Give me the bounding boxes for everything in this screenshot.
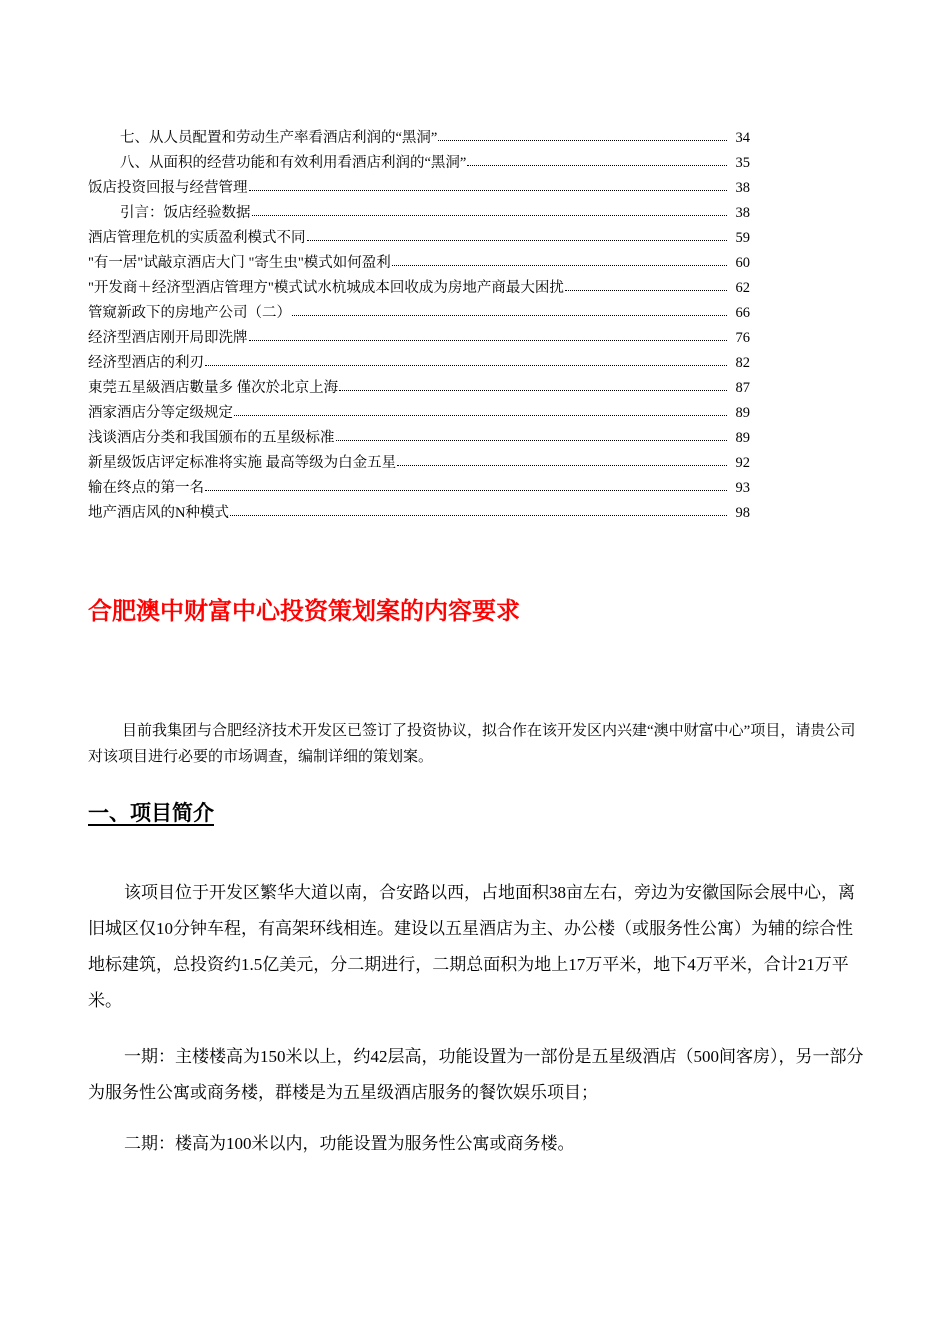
document-title: 合肥澳中财富中心投资策划案的内容要求 <box>88 599 520 625</box>
toc-leader-dots <box>397 464 727 466</box>
toc-entry[interactable] <box>88 301 750 326</box>
phase-one-paragraph: 一期：主楼楼高为150米以上，约42层高，功能设置为一部份是五星级酒店（500间客房），另一部分为服务性公寓或商务楼，群楼是为五星级酒店服务的餐饮娱乐项目； <box>88 1047 864 1102</box>
toc-leader-dots <box>252 214 728 216</box>
project-overview-paragraph: 该项目位于开发区繁华大道以南，合安路以西，占地面积38亩左右，旁边为安徽国际会展中心，离旧城区仅10分钟车程，有高架环线相连。建设以五星酒店为主、办公楼（或服务性公寓）为辅的综合性地标建筑，总投资约1.5亿美元，分二期进行，二期总面积为地上17万平米，地下4万平米，合计21万平米。 <box>88 883 855 1010</box>
toc-entry-title: 八、从面积的经营功能和有效利用看酒店利润的“黑洞” <box>120 155 467 171</box>
toc-entry-title: 酒店管理危机的实质盈利模式不同 <box>88 230 306 246</box>
toc-entry-title: 地产酒店风的N种模式 <box>88 505 229 521</box>
toc-leader-dots <box>230 514 727 516</box>
toc-entry-page: 87 <box>735 380 750 396</box>
toc-entry[interactable] <box>88 501 750 526</box>
toc-leader-dots <box>234 414 727 416</box>
toc-leader-dots <box>307 239 728 241</box>
toc-entry-title: 新星级饭店评定标准将实施 最高等级为白金五星 <box>88 455 397 471</box>
toc-entry[interactable] <box>88 451 750 476</box>
toc-leader-dots <box>249 339 728 341</box>
toc-entry-page: 62 <box>735 280 750 296</box>
toc-entry-title: 浅谈酒店分类和我国颁布的五星级标准 <box>88 430 335 446</box>
toc-entry[interactable] <box>88 126 750 151</box>
toc-entry-page: 59 <box>735 230 750 246</box>
toc-entry[interactable] <box>88 376 750 401</box>
toc-entry-title: 经济型酒店刚开局即洗牌 <box>88 330 248 346</box>
toc-entry-title: 酒家酒店分等定级规定 <box>88 405 233 421</box>
toc-leader-dots <box>336 439 728 441</box>
toc-entry-title: 管窥新政下的房地产公司（二） <box>88 305 291 321</box>
toc-entry[interactable] <box>88 151 750 176</box>
toc-entry[interactable] <box>88 426 750 451</box>
toc-entry-page: 38 <box>735 205 750 221</box>
toc-entry[interactable] <box>88 176 750 201</box>
toc-entry-page: 38 <box>735 180 750 196</box>
toc-entry[interactable] <box>88 401 750 426</box>
toc-entry[interactable] <box>88 226 750 251</box>
table-of-contents <box>88 126 750 526</box>
toc-entry-title: 引言：饭店经验数据 <box>120 205 251 221</box>
toc-entry-page: 76 <box>735 330 750 346</box>
toc-leader-dots <box>565 289 727 291</box>
toc-entry-page: 35 <box>735 155 750 171</box>
toc-entry-title: 输在终点的第一名 <box>88 480 204 496</box>
toc-leader-dots <box>205 489 727 491</box>
toc-entry-page: 92 <box>735 455 750 471</box>
toc-entry-page: 34 <box>735 130 750 146</box>
toc-entry[interactable] <box>88 351 750 376</box>
toc-entry[interactable] <box>88 326 750 351</box>
toc-entry[interactable] <box>88 476 750 501</box>
toc-leader-dots <box>339 389 727 391</box>
toc-entry[interactable] <box>88 251 750 276</box>
toc-leader-dots <box>467 164 727 166</box>
toc-entry-title: "有一居"试敲京酒店大门 "寄生虫"模式如何盈利 <box>88 255 391 271</box>
toc-entry-page: 60 <box>735 255 750 271</box>
toc-entry-page: 93 <box>735 480 750 496</box>
toc-entry-title: "开发商＋经济型酒店管理方"模式试水杭城成本回收成为房地产商最大困扰 <box>88 280 564 296</box>
intro-paragraph: 目前我集团与合肥经济技术开发区已签订了投资协议，拟合作在该开发区内兴建“澳中财富中心”项目，请贵公司对该项目进行必要的市场调查，编制详细的策划案。 <box>88 723 856 765</box>
toc-entry-title: 東莞五星級酒店數量多 僅次於北京上海 <box>88 380 339 396</box>
toc-leader-dots <box>438 139 727 141</box>
toc-entry-title: 饭店投资回报与经营管理 <box>88 180 248 196</box>
toc-entry-page: 98 <box>735 505 750 521</box>
toc-leader-dots <box>205 364 727 366</box>
toc-leader-dots <box>392 264 727 266</box>
toc-entry-title: 七、从人员配置和劳动生产率看酒店利润的“黑洞” <box>120 130 438 146</box>
section-heading: 一、项目简介 <box>88 801 214 825</box>
toc-entry[interactable] <box>88 276 750 301</box>
toc-entry-title: 经济型酒店的利刃 <box>88 355 204 371</box>
toc-entry-page: 82 <box>735 355 750 371</box>
toc-entry-page: 89 <box>735 405 750 421</box>
phase-two-paragraph: 二期：楼高为100米以内，功能设置为服务性公寓或商务楼。 <box>124 1134 575 1153</box>
toc-leader-dots <box>249 189 728 191</box>
toc-leader-dots <box>292 314 727 316</box>
toc-entry[interactable] <box>88 201 750 226</box>
toc-entry-page: 89 <box>735 430 750 446</box>
toc-entry-page: 66 <box>735 305 750 321</box>
